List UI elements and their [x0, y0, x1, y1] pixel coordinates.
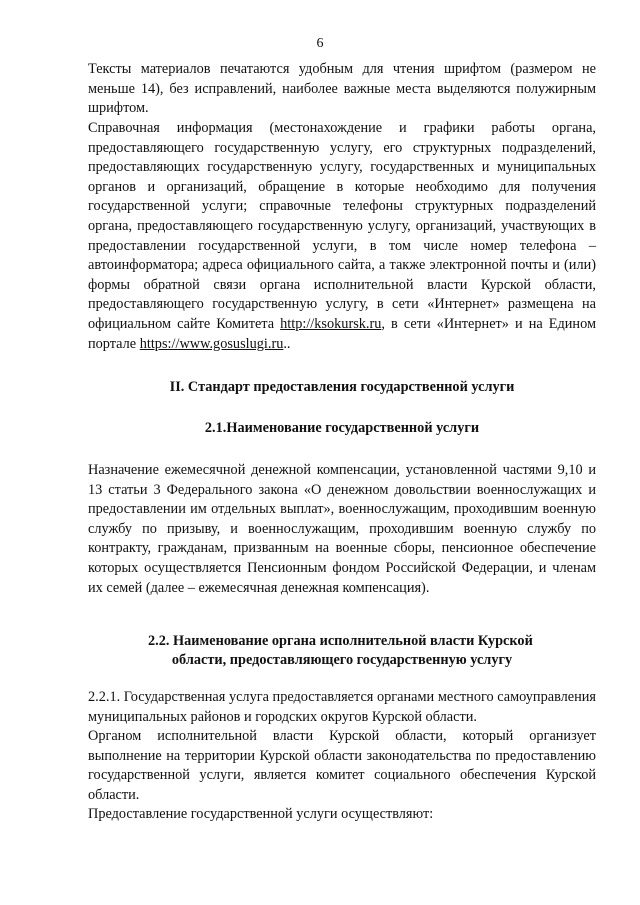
- paragraph-2-2-2-text: Органом исполнительной власти Курской области, который организует выполнение на территории Курской области законодательства по предоставлению государственной услуги, является комитет социального обеспечения Курской области.: [88, 728, 596, 803]
- paragraph-2-2-1: [88, 688, 596, 727]
- paragraph-2-2-3-text: Предоставление государственной услуги осуществляют:: [88, 806, 434, 822]
- heading-2-2-line1: 2.2. Наименование органа исполнительной власти Курской: [148, 633, 533, 649]
- section-heading: II. Стандарт предоставления государственной услуги: [169, 379, 515, 395]
- paragraph-2-1-text: Назначение ежемесячной денежной компенсации, установленной частями 9,10 и 13 статьи 3 Федерального закона «О денежном довольствии военнослужащих и предоставлении им отдельных выплат», военнослужащим, проходившим военную службу по призыву, и военнослужащим, проходившим военную службу по контракту, гражданам, призванным на военные сборы, пенсионное обеспечение которых осуществляется Пенсионным фондом Российской Федерации, и членам их семей (далее – ежемесячная денежная компенсация).: [88, 462, 596, 596]
- paragraph-2-2-2: [88, 727, 596, 805]
- page-number: 6: [316, 36, 324, 51]
- heading-2-2-line2: области, предоставляющего государственную услугу: [171, 652, 513, 668]
- paragraph-2-2-1-text: 2.2.1. Государственная услуга предоставляется органами местного самоуправления муниципальных районов и городских округов Курской области.: [88, 689, 596, 725]
- paragraph-2-1: [88, 461, 596, 598]
- gosuslugi-link[interactable]: https://www.gosuslugi.ru: [139, 335, 284, 352]
- ksokursk-link[interactable]: http://ksokursk.ru: [280, 315, 382, 332]
- paragraph-fonts-text: Тексты материалов печатаются удобным для чтения шрифтом (размером не меньше 14), без исправлений, наиболее важные места выделяются полужирным шрифтом.: [88, 61, 596, 117]
- paragraph-fonts: [88, 60, 596, 119]
- paragraph-reference-info-text: Справочная информация (местонахождение и графики работы органа, предоставляющего государственную услугу, его структурных подразделений, предоставляющих государственную услугу, государственных и муниципальных органов и организаций, обращение в которые необходимо для получения государственной услуги; справочные телефоны структурных подразделений органа, предоставляющего государственную услугу, организаций, участвующих в предоставлении государственной услуги, в том числе номер телефона – автоинформатора; адреса официального сайта, а также электронной почты и (или) формы обратной связи органа исполнительной власти Курской области, предоставляющего государственную услугу, в сети «Интернет» размещена на официальном сайте Комитета: [88, 120, 596, 332]
- heading-2-1: 2.1.Наименование государственной услуги: [204, 420, 480, 436]
- paragraph-reference-info-mid: , в сети «Интернет» и на Едином портале: [88, 315, 596, 352]
- paragraph-reference-info-end: ..: [283, 335, 291, 352]
- paragraph-2-2-3: [88, 805, 596, 825]
- paragraph-reference-info: [88, 119, 596, 354]
